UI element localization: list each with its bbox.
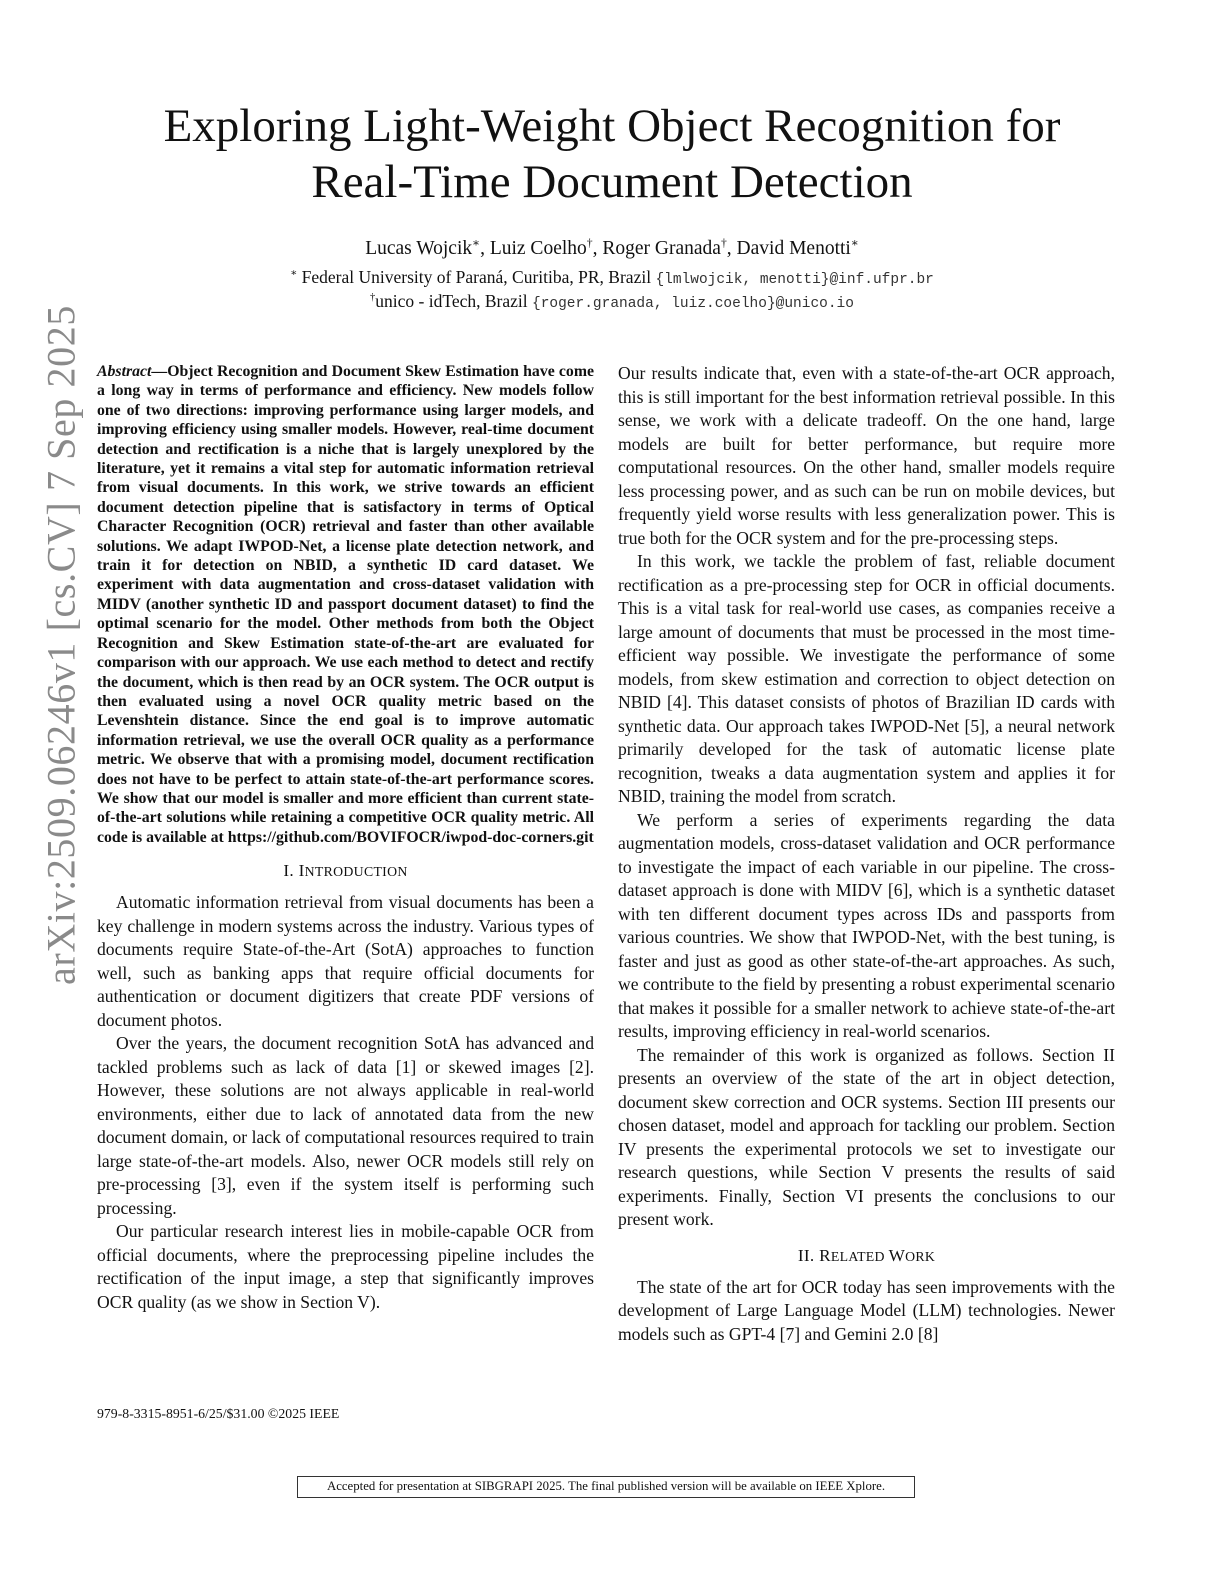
affiliation-email: {lmlwojcik, menotti}@inf.ufpr.br — [655, 272, 934, 288]
affiliation-email: {roger.granada, luiz.coelho}@unico.io — [532, 296, 854, 312]
left-column — [97, 362, 594, 1314]
affiliation-text: Federal University of Paraná, Curitiba, PR, Brazil — [297, 267, 656, 287]
intro-paragraph: Our particular research interest lies in mobile-capable OCR from official documents, where the preprocessing pipeline includes the rectification of the input image, a step that significantly improves OCR quality (as we show in Section V). — [97, 1221, 594, 1312]
affiliation-1 — [100, 266, 1124, 291]
intro-paragraph: Automatic information retrieval from visual documents has been a key challenge in modern systems across the industry. Various types of documents require State-of-the-Art (SotA) approaches to function well, such as banking apps that require official documents for authentication or document digitizers that create PDF versions of document photos. — [97, 892, 594, 1030]
abstract-text: —Object Recognition and Document Skew Estimation have come a long way in terms of performance and efficiency. New models follow one of two directions: improving performance using larger models, and improving efficiency using smaller models. However, real-time document detection and rectification is a niche that is largely unexplored by the literature, yet it remains a vital step for automatic information retrieval from visual documents. In this work, we strive towards an efficient document detection pipeline that is satisfactory in terms of Optical Character Recognition (OCR) retrieval and faster than other available solutions. We adapt IWPOD-Net, a license plate detection network, and train it for detection on NBID, a synthetic ID card dataset. We experiment with data augmentation and cross-dataset validation with MIDV (another synthetic ID and passport document dataset) to find the optimal scenario for the model. Other methods from both the Object Recognition and Skew Estimation state-of-the-art are evaluated for comparison with our approach. We use each method to detect and rectify the document, which is then read by an OCR system. The OCR output is then evaluated using a novel OCR quality metric based on the Levenshtein distance. Since the end goal is to improve automatic information retrieval, we use the overall OCR quality as a performance metric. We observe that with a promising model, document rectification does not have to be perfect to attain state-of-the-art performance scores. We show that our model is smaller and more efficient than current state-of-the-art solutions while retaining a competitive OCR quality metric. All code is available at https://github.com/BOVIFOCR/iwpod-doc-corners.git — [97, 363, 594, 846]
right-column — [618, 362, 1115, 1346]
body-paragraph: The remainder of this work is organized as follows. Section II presents an overview of the state of the art in object detection, document skew correction and OCR systems. Section III presents our chosen dataset, model and approach for tackling our problem. Section IV presents the experimental protocols we set to investigate our research questions, while Section V presents the results of said experiments. Finally, Section VI presents the conclusions to our present work. — [618, 1044, 1115, 1229]
author-list — [100, 237, 1124, 261]
title-line-1: Exploring Light-Weight Object Recognition for — [163, 100, 1061, 152]
intro-paragraph: Over the years, the document recognition SotA has advanced and tackled problems such as lack of data [1] or skewed images [2]. However, these solutions are not always applicable in real-world environments, either due to lack of annotated data from the new document domain, or lack of computational resources required to train large state-of-the-art models. Also, newer OCR models still rely on pre-processing [3], even if the system itself is performing such processing. — [97, 1033, 594, 1218]
affiliation-text: unico - idTech, Brazil — [375, 291, 532, 311]
body-paragraph: Our results indicate that, even with a state-of-the-art OCR approach, this is still important for the best information retrieval possible. In this sense, we work with a delicate tradeoff. On the one hand, large models are built for better performance, but require more computational resources. On the other hand, smaller models require less processing power, and as such can be run on mobile devices, but frequently yield worse results with less generalization power. This is true both for the OCR system and for the pre-processing steps. — [618, 363, 1115, 548]
body-paragraph: In this work, we tackle the problem of fast, reliable document rectification as a pre-processing step for OCR in official documents. This is a vital task for real-world use cases, as companies receive a large amount of documents that must be processed in the most time-efficient way possible. We investigate the performance of some models, from skew estimation and correction to object detection on NBID [4]. This dataset consists of photos of Brazilian ID cards with synthetic data. Our approach takes IWPOD-Net [5], a neural network primarily developed for the task of automatic license plate recognition, tweaks a data augmentation system and applies it for NBID, training the model from scratch. — [618, 551, 1115, 806]
related-paragraph: The state of the art for OCR today has seen improvements with the development of Large Language Model (LLM) technologies. Newer models such as GPT-4 [7] and Gemini 2.0 [8] — [618, 1276, 1115, 1344]
paper-title — [100, 98, 1124, 210]
copyright-notice: 979-8-3315-8951-6/25/$31.00 ©2025 IEEE — [97, 1406, 340, 1421]
author-mark: † — [586, 236, 593, 250]
arxiv-identifier: arXiv:2509.06246v1 [cs.CV] 7 Sep 2025 — [38, 305, 84, 985]
section-heading-related-work: II. RELATED WORK — [797, 1245, 936, 1265]
abstract — [97, 362, 594, 847]
author-mark: ∗ — [850, 236, 859, 250]
acceptance-note: Accepted for presentation at SIBGRAPI 2025. The final published version will be available on IEEE Xplore. — [297, 1476, 915, 1498]
author-name: , David Menotti — [726, 238, 851, 259]
abstract-lead: Abstract — [97, 363, 152, 380]
title-line-2: Real-Time Document Detection — [311, 156, 913, 208]
author-mark: † — [720, 236, 727, 250]
author-name: , Roger Granada — [592, 238, 721, 259]
body-paragraph: We perform a series of experiments regarding the data augmentation models, cross-dataset validation and OCR performance to investigate the impact of each variable in our pipeline. The cross-dataset approach is done with MIDV [6], which is a synthetic dataset with ten different document types across IDs and passports from various countries. We show that IWPOD-Net, with the best tuning, is faster and just as good as other state-of-the-art approaches. As such, we contribute to the field by presenting a robust experimental scenario that makes it possible for a smaller network to achieve state-of-the-art results, improving efficiency in real-world scenarios. — [618, 809, 1115, 1041]
affiliation-mark: ∗ — [290, 268, 298, 280]
affiliation-mark: † — [370, 292, 376, 304]
author-name: , Luiz Coelho — [480, 238, 587, 259]
affiliation-2 — [100, 290, 1124, 315]
author-mark: ∗ — [472, 236, 481, 250]
section-heading-introduction: I. INTRODUCTION — [283, 861, 408, 881]
author-name: Lucas Wojcik — [365, 238, 473, 259]
